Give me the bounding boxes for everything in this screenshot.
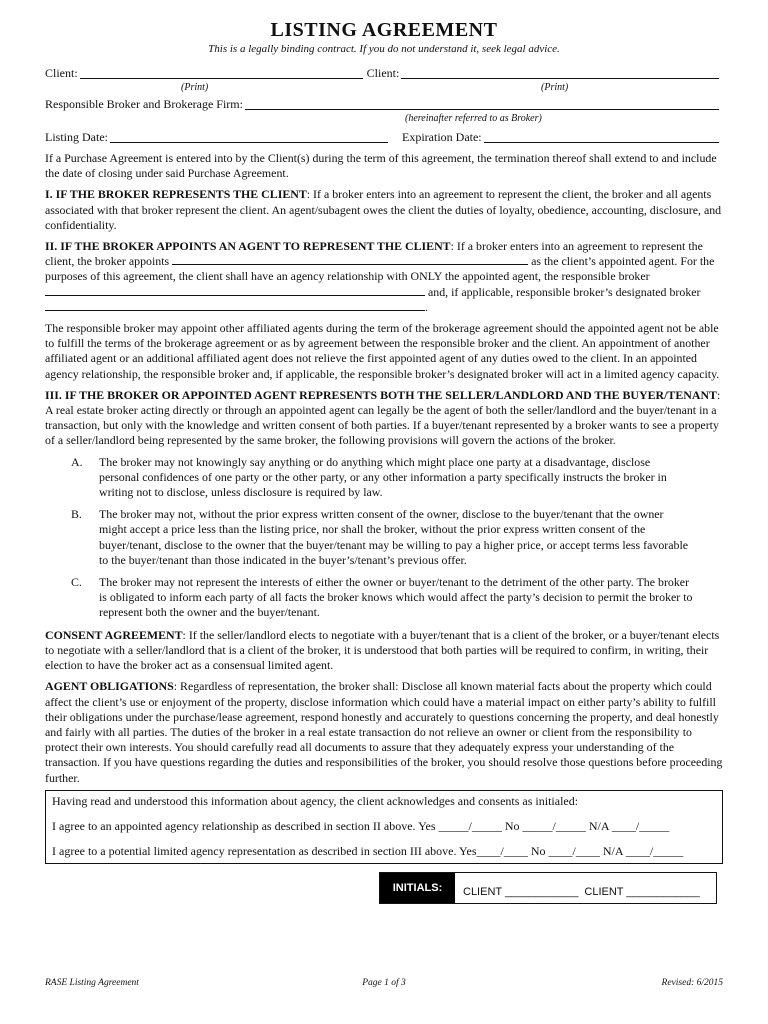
footer-revision: Revised: 6/2015 [661,978,723,988]
section-3 [45,388,723,449]
designated-broker-field[interactable] [45,300,425,311]
section-1 [45,187,723,233]
page-footer [45,978,723,992]
list-item [45,575,723,621]
list-item [45,507,723,568]
section-3-text: : A real estate broker acting directly or through an appointed agent can legally be the agent of both the seller/landlord and the buyer/tenant in a transaction, but only with the knowledge and written consent of both parties. If a buyer/tenant represented by a broker wants to see a property of a seller/landlord being represented by the same broker, the following provisions will govern the actions of the broker. [45,387,721,448]
client2-label: Client: [366,66,400,80]
consent-agreement [45,628,723,674]
acknowledgment-intro: Having read and understood this information about agency, the client acknowledges and consents as initialed: [52,793,579,808]
obligations-heading: AGENT OBLIGATIONS [45,679,174,694]
section-2-text-b: as the client’s appointed agent. For the purposes of this agreement, the client shall have an agency relationship with ONLY the appointed agent, the responsible broker [45,254,715,284]
client2-field[interactable] [401,67,719,79]
section-1-text: : If a broker enters into an agreement to represent the client, the broker and all agents associated with that broker represent the client. An agent/subagent owes the client the duties of loyalty, obedience, accounting, disclosure, and confidentiality. [45,187,722,232]
list-text: The broker may not, without the prior express written consent of the owner, disclose to the buyer/tenant that the owner might accept a price less than the listing price, nor shall the broker, without the prior express written consent of the buyer/tenant, disclose to the owner that the buyer/tenant may be willing to pay a higher price, or accept terms less favorable to the buyer/tenant than those indicated in the buyer’s/tenant’s previous offer. [99,507,689,567]
print-note-2: (Print) [541,82,569,93]
print-notes [45,81,723,95]
client-row [45,66,723,81]
page-title: LISTING AGREEMENT [270,19,498,41]
consent-heading: CONSENT AGREEMENT [45,627,183,642]
dates-row [45,130,723,145]
section-2-text-d: . [425,299,428,314]
broker-note-row [45,112,723,126]
initials-label: INITIALS: [380,873,455,903]
consent-text: : If the seller/landlord elects to negotiate with a buyer/tenant that is a client of the broker, or a buyer/tenant elects to negotiate with a seller/landlord that is a client of the broker, it is understood that both parties will be required to confirm, in writing, their election to have the broker act as a consensual limited agent. [45,627,720,673]
page-subtitle: This is a legally binding contract. If you do not understand it, seek legal advice. [208,43,560,55]
list-text: The broker may not knowingly say anything or do anything which might place one party at a disadvantage, disclose personal confidences of one party or the other party, or any other information a party specifically instructs the broker in writing not to disclose, unless disclosure is required by law. [99,454,667,500]
list-text: The broker may not represent the interests of either the owner or buyer/tenant to the detriment of the other party. The broker is obligated to inform each party of all facts the broker knows which would affect the party’s decision to permit the broker to represent both the owner and the buyer/tenant. [99,575,693,620]
client1-initials-field[interactable]: CLIENT ____________ [463,885,579,898]
broker-note: (hereinafter referred to as Broker) [405,113,542,124]
document-page [45,18,723,904]
initials-fields [455,873,716,903]
client1-field[interactable] [80,67,363,79]
limited-agency-consent[interactable]: I agree to a potential limited agency representation as described in section III above. Yes____/____ No ____/____ N/A ____/_____ [52,843,684,858]
initials-box [379,872,717,904]
list-item [45,455,723,501]
client1-label: Client: [45,66,78,80]
listing-date-field[interactable] [110,131,388,143]
agent-obligations [45,679,723,785]
broker-field[interactable] [245,98,719,110]
client2-initials-field[interactable]: CLIENT ____________ [584,885,700,898]
appointed-agency-consent[interactable]: I agree to an appointed agency relationship as described in section II above. Yes _____/_____ No _____/_____ N/A ____/_____ [52,818,670,833]
responsible-broker-field[interactable] [45,285,425,296]
section-2-heading: II. IF THE BROKER APPOINTS AN AGENT TO REPRESENT THE CLIENT [45,239,451,254]
section-2-text-a: : If a broker enters into an agreement to represent the client, the broker appoints [45,239,703,269]
section-3-heading: III. IF THE BROKER OR APPOINTED AGENT REPRESENTS BOTH THE SELLER/LANDLORD AND THE BUYER/TENANT [45,387,717,402]
print-note-1: (Print) [181,82,209,93]
expiration-date-field[interactable] [484,131,719,143]
listing-date-label: Listing Date: [45,130,108,144]
provisions-list [45,455,723,621]
expiration-date-label: Expiration Date: [402,130,482,144]
list-marker: B. [71,507,82,522]
list-marker: C. [71,575,82,590]
section-2 [45,239,723,315]
responsible-broker-paragraph: The responsible broker may appoint other affiliated agents during the term of the brokerage agreement should the appointed agent not be able to fulfill the terms of the brokerage agreement or as by agreement between the responsible broker and the client. An appointment of another affiliated agent or an additional affiliated agent does not relieve the first appointed agent of any duties owed to the client. In an appointed agency relationship, the responsible broker and, if applicable, the responsible broker’s designated broker will act in a limited agency capacity. [45,321,720,381]
broker-label: Responsible Broker and Brokerage Firm: [45,97,243,111]
intro-paragraph: If a Purchase Agreement is entered into by the Client(s) during the term of this agreement, the termination thereof shall extend to and include the date of closing under said Purchase Agreement. [45,151,717,181]
appointed-agent-field[interactable] [172,254,528,265]
acknowledgment-box [45,790,723,864]
section-2-text-c: and, if applicable, responsible broker’s designated broker [427,284,701,299]
obligations-text: : Regardless of representation, the broker shall: Disclose all known material facts about the property which could affect the client’s use or enjoyment of the property, disclose information which could have a material impact on either party’s ability to fulfill their obligations under the purchase/lease agreement, respond honestly and accurately to questions concerning the property, and deal honestly and fairly with all parties. The duties of the broker in a real estate transaction do not relieve an owner or client from the responsibility to protect their own interests. You should carefully read all documents to assure that they adequately express your understanding of the transaction. If you have questions regarding the duties and responsibilities of the broker, you should resolve those questions before proceeding further. [45,679,723,785]
section-1-heading: I. IF THE BROKER REPRESENTS THE CLIENT [45,187,307,202]
footer-page-number: Page 1 of 3 [362,978,406,988]
list-marker: A. [71,454,83,469]
broker-row [45,97,723,112]
footer-form-name: RASE Listing Agreement [45,978,139,988]
